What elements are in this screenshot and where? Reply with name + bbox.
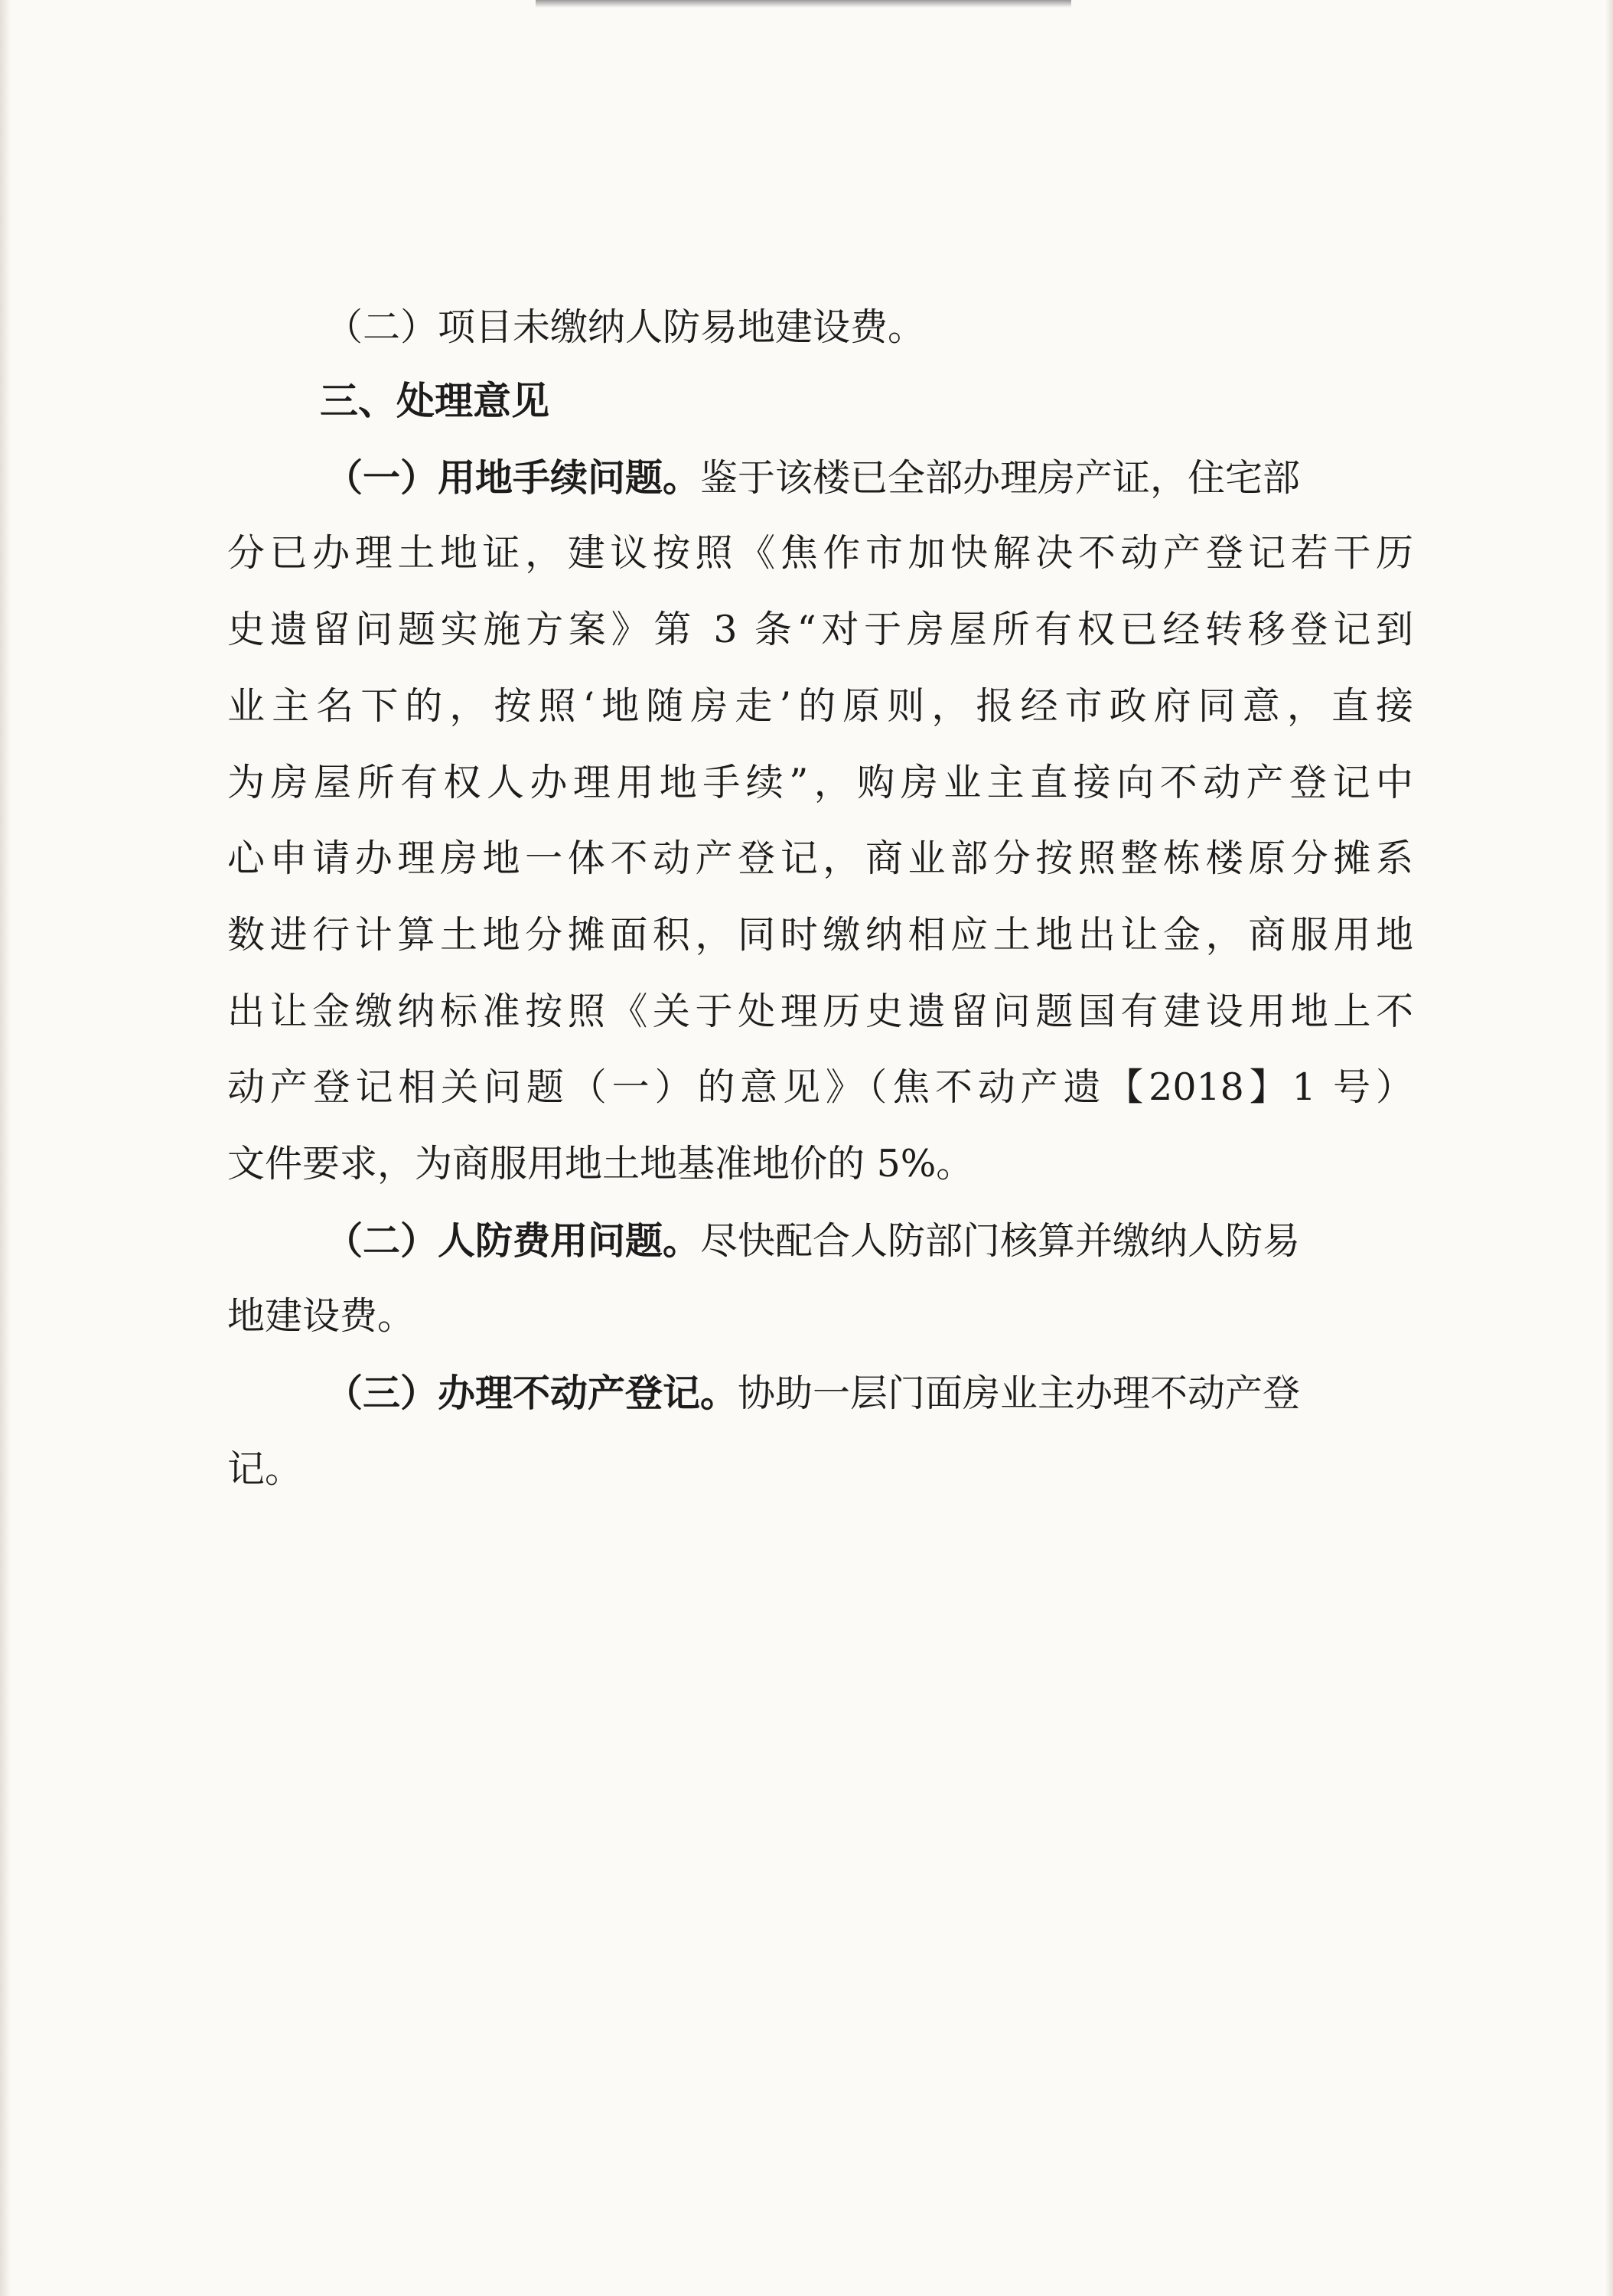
scan-right-edge xyxy=(1605,0,1613,2296)
para-3-line-1 xyxy=(325,1370,1300,1417)
scan-left-edge xyxy=(0,0,11,2296)
para-1-line-2: 分已办理土地证，建议按照《焦作市加快解决不动产登记若干历 xyxy=(227,531,1413,575)
para-2-line-2: 地建设费。 xyxy=(227,1294,415,1338)
scan-top-shadow xyxy=(536,0,1071,8)
para-1-line-3: 史遗留问题实施方案》第 3 条“对于房屋所有权已经转移登记到 xyxy=(227,608,1413,651)
para-1-line-1-text: 鉴于该楼已全部办理房产证，住宅部 xyxy=(700,456,1301,500)
para-1-line-8: 出让金缴纳标准按照《关于处理历史遗留问题国有建设用地上不 xyxy=(227,990,1413,1033)
para-1-line-10: 文件要求，为商服用地土地基准地价的 5%。 xyxy=(227,1142,974,1186)
para-1-lead: （一）用地手续问题。 xyxy=(325,455,701,500)
para-3-line-2: 记。 xyxy=(227,1447,303,1491)
para-1-line-7: 数进行计算土地分摊面积，同时缴纳相应土地出让金，商服用地 xyxy=(227,913,1413,957)
para-3-line-1-text: 协助一层门面房业主办理不动产登 xyxy=(738,1371,1301,1415)
para-1-line-1 xyxy=(325,455,1300,501)
para-3-lead: （三）办理不动产登记。 xyxy=(325,1371,738,1415)
section-heading-text: 三、处理意见 xyxy=(320,379,549,423)
para-2-line-1-text: 尽快配合人防部门核算并缴纳人防易 xyxy=(700,1219,1301,1263)
item-2-text: （二）项目未缴纳人防易地建设费。 xyxy=(325,305,926,349)
para-2-lead: （二）人防费用问题。 xyxy=(325,1218,701,1263)
item-2-line xyxy=(325,305,925,351)
para-1-line-4: 业主名下的，按照‘地随房走’的原则，报经市政府同意，直接 xyxy=(227,684,1413,728)
para-1-line-6: 心申请办理房地一体不动产登记，商业部分按照整栋楼原分摊系 xyxy=(227,837,1413,880)
para-2-line-1 xyxy=(325,1218,1300,1264)
para-1-line-9: 动产登记相关问题（一）的意见》（焦不动产遗【2018】1 号） xyxy=(227,1065,1413,1109)
section-heading xyxy=(320,378,549,424)
para-1-line-5: 为房屋所有权人办理用地手续”，购房业主直接向不动产登记中 xyxy=(227,761,1413,804)
